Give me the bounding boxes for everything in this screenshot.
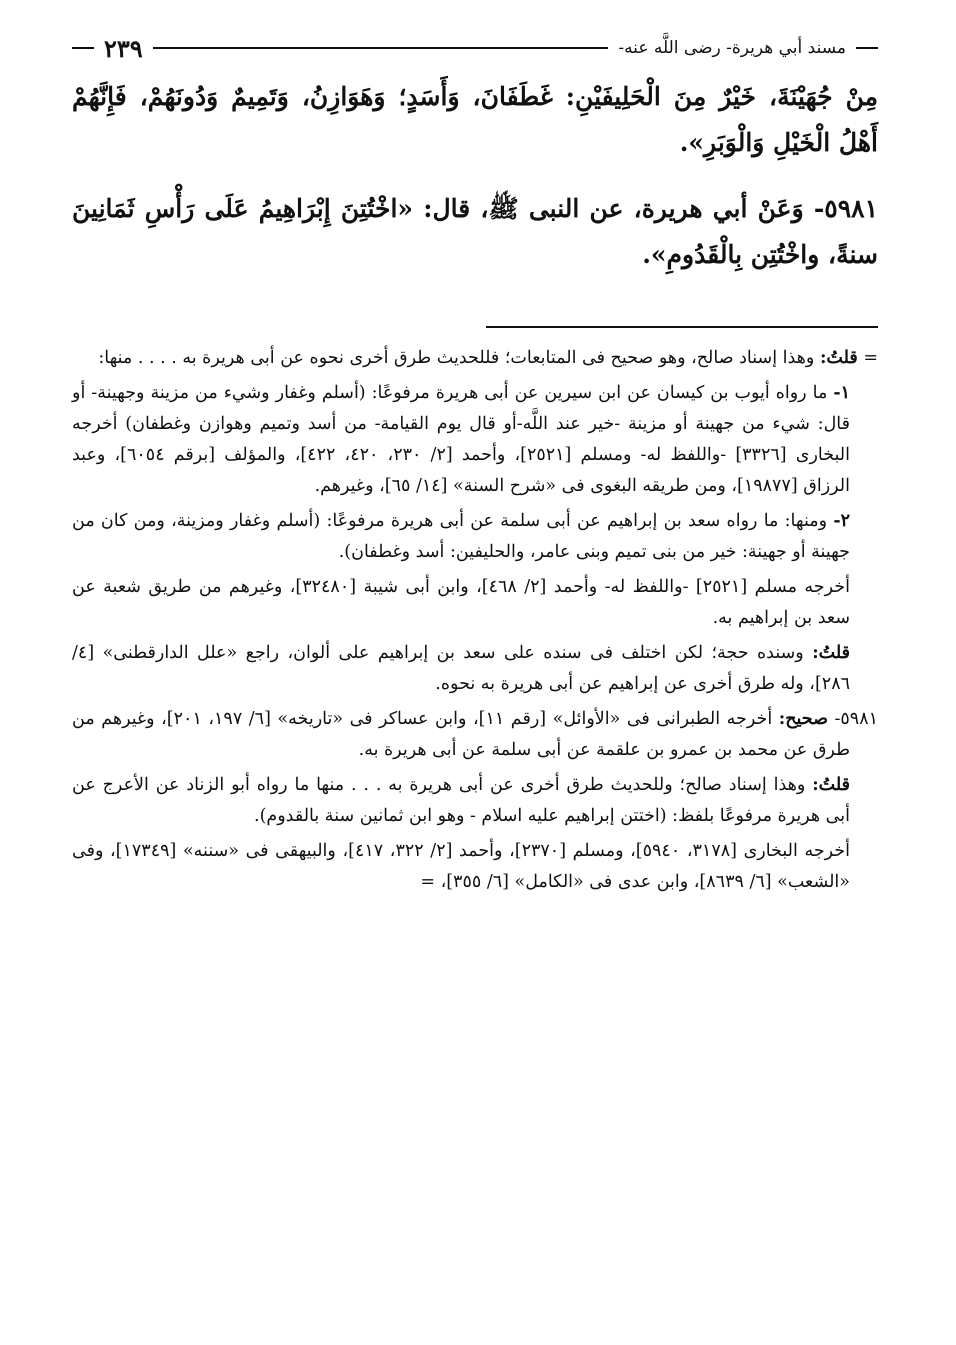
- header-rule: [153, 47, 609, 49]
- hadith-number: ٥٩٨١-: [813, 194, 878, 223]
- footnote-text: أخرجه الطبرانى فى «الأوائل» [رقم ١١]، وابن عساكر فى «تاريخه» [٦/ ١٩٧، ٢٠١]، وغيرهم من طرق عن محمد بن عمرو بن علقمة عن أبى سلمة عن أبى هريرة به.: [72, 709, 850, 760]
- footnote-text: وهذا إسناد صالح، وهو صحيح فى المتابعات؛ فللحديث طرق أخرى نحوه عن أبى هريرة به . . . . منها:: [98, 348, 815, 368]
- hadith-5981: [72, 186, 878, 278]
- qultu-label: قلتُ:: [812, 643, 850, 663]
- page-header: [72, 28, 878, 68]
- footnote-text: أخرجه مسلم [٢٥٢١] -واللفظ له- وأحمد [٢/ ٤٦٨]، وابن أبى شيبة [٣٢٤٨٠]، وغيرهم من طريق شعبة عن سعد بن إبراهيم به.: [72, 577, 850, 628]
- footnote-text: وسنده حجة؛ لكن اختلف فى سنده على سعد بن إبراهيم على ألوان، راجع «علل الدارقطنى» [٤/ ٢٨٦]، وله طرق أخرى عن إبراهيم عن أبى هريرة به نحوه.: [72, 643, 850, 694]
- hadith-text: وَعَنْ أبي هريرة، عن النبى ﷺ، قال: «اخْتُتِنَ إِبْرَاهِيمُ عَلَى رَأْسِ ثَمَانِينَ سنةً، واخْتُتِن بِالْقَدُومِ».: [72, 194, 878, 269]
- footnote-text: ومنها: ما رواه سعد بن إبراهيم عن أبى سلمة عن أبى هريرة مرفوعًا: (أسلم وغفار ومزينة، ومن كان من جهينة أو جهينة: خير من بنى تميم وبنى عامر، والحليفين: أسد وغطفان).: [72, 511, 850, 562]
- footnote-5981: [72, 704, 878, 766]
- header-dash: [856, 47, 878, 49]
- main-text: [72, 72, 878, 278]
- running-title: مسند أبي هريرة- رضى اللَّه عنه-: [618, 38, 846, 58]
- footnotes: [72, 343, 878, 902]
- page-number: ٢٣٩: [104, 33, 143, 63]
- grading-label: صحيح:: [778, 709, 828, 729]
- route-number: ٢-: [833, 511, 850, 531]
- continuation-marker: =: [863, 348, 878, 368]
- footnote-text: أخرجه البخارى [٣١٧٨، ٥٩٤٠]، ومسلم [٢٣٧٠]، وأحمد [٢/ ٣٢٢، ٤١٧]، والبيهقى فى «سننه» [١٧٣٤٩]، وفى «الشعب» [٦/ ٨٦٣٩]، وابن عدى فى «الكامل» [٦/ ٣٥٥]، =: [72, 841, 850, 892]
- takhrij-paragraph: [72, 572, 878, 634]
- route-number: ١-: [833, 383, 850, 403]
- footnote-number: ٥٩٨١-: [834, 709, 878, 729]
- footnote-divider: [486, 326, 878, 328]
- footnote-text: ما رواه أيوب بن كيسان عن ابن سيرين عن أبى هريرة مرفوعًا: (أسلم وغفار وشيء من مزينة وجهينة- أو قال: شيء من جهينة أو مزينة -خير عند اللَّه-أو قال يوم القيامة- من أسد وتميم وهوازن وغطفان) أخرجه البخارى [٣٣٢٦] -واللفظ له- ومسلم [٢٥٢١]، وأحمد [٢/ ٢٣٠، ٤٢٠، ٤٢٢]، والمؤلف [برقم ٦٠٥٤]، وعبد الرزاق [١٩٨٧٧]، ومن طريقه البغوى فى «شرح السنة» [١٤/ ٦٥]، وغيرهم.: [72, 383, 851, 496]
- footnote-continued: [72, 343, 878, 374]
- header-dash-end: [72, 47, 94, 49]
- qultu-paragraph: [72, 638, 878, 700]
- takhrij-paragraph: [72, 836, 878, 898]
- qultu-label: قلتُ:: [819, 348, 858, 368]
- hadith-continuation: مِنْ جُهَيْنَةَ، خَيْرٌ مِنَ الْحَلِيفَيْنِ: غَطَفَانَ، وَأَسَدٍ؛ وَهَوَازِنُ، وَتَمِيمٌ وَدُونَهُمْ، فَإِنَّهُمْ أَهْلُ الْخَيْلِ وَالْوَبَرِ».: [72, 82, 878, 157]
- qultu-label: قلتُ:: [812, 775, 850, 795]
- qultu-paragraph: [72, 770, 878, 832]
- route-one: [72, 378, 878, 502]
- route-two: [72, 506, 878, 568]
- footnote-text: وهذا إسناد صالح؛ وللحديث طرق أخرى عن أبى هريرة به . . . منها ما رواه أبو الزناد عن الأعرج عن أبى هريرة مرفوعًا بلفظ: (اختتن إبراهيم عليه اسلام - وهو ابن ثمانين سنة بالقدوم).: [72, 775, 850, 826]
